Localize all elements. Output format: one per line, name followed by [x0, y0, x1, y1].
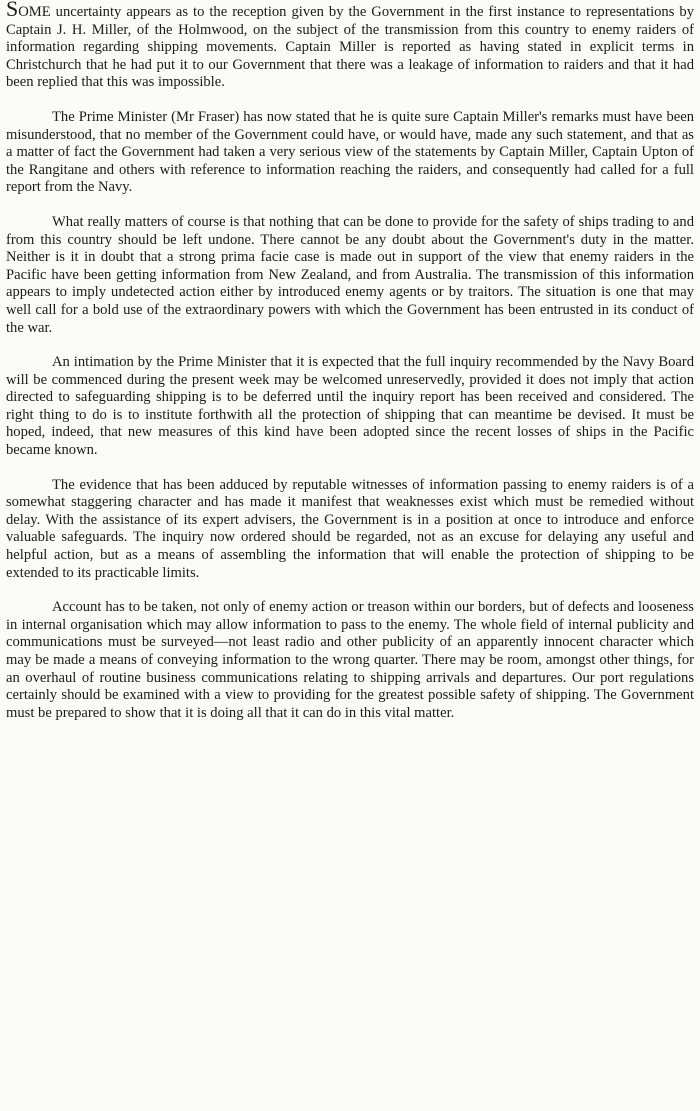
article-paragraph-4: An intimation by the Prime Minister that it is expected that the full inquiry recommended by the Navy Board will be commenced during the present week may be welcomed unreservedly, provided it does not imply that action directed to safeguarding shipping is to be deferred until the inquiry report has been received and considered. The right thing to do is to institute forthwith all the protection of shipping that can meantime be devised. It must be hoped, indeed, that new measures of this kind have been adopted since the recent losses of ships in the Pacific became known. [6, 354, 694, 459]
article-paragraph-5: The evidence that has been adduced by reputable witnesses of information passing to enemy raiders is of a somewhat staggering character and has made it manifest that weaknesses exist which must be remedied without delay. With the assistance of its expert advisers, the Government is in a position at once to introduce and enforce valuable safeguards. The inquiry now ordered should be regarded, not as an excuse for delaying any useful and helpful action, but as a means of assembling the information that will enable the protection of shipping to be extended to its practicable limits. [6, 476, 694, 581]
article-paragraph-1 [6, 2, 694, 92]
paragraph-1-text: uncertainty appears as to the reception given by the Government in the first instance to representations by Captain J. H. Miller, of the Holmwood, on the subject of the transmission from this country to enemy raiders of information regarding shipping movements. Captain Miller is reported as having stated in explicit terms in Christchurch that he had put it to our Government that there was a leakage of information to raiders and that it had been replied that this was impossible. [6, 4, 694, 91]
lead-small-caps: OME [18, 4, 51, 20]
article-paragraph-3: What really matters of course is that nothing that can be done to provide for the safety of ships trading to and from this country should be left undone. There cannot be any doubt about the Government's duty in the matter. Neither is it in doubt that a strong prima facie case is made out in support of the view that enemy raiders in the Pacific have been getting information from New Zealand, and from Australia. The transmission of this information appears to imply undetected action either by introduced enemy agents or by traitors. The situation is one that may well call for a bold use of the extraordinary powers with which the Government has been entrusted in its conduct of the war. [6, 213, 694, 336]
lead-initial: S [6, 0, 19, 21]
article-paragraph-6: Account has to be taken, not only of enemy action or treason within our borders, but of defects and looseness in internal organisation which may allow information to pass to the enemy. The whole field of internal publicity and communications must be surveyed—not least radio and other publicity of an apparently innocent character which may be made a means of conveying information to the wrong quarter. There may be room, amongst other things, for an overhaul of routine business communications relating to shipping arrivals and departures. Our port regulations certainly should be examined with a view to providing for the greatest possible safety of shipping. The Government must be prepared to show that it is doing all that it can do in this vital matter. [6, 599, 694, 721]
article-paragraph-2: The Prime Minister (Mr Fraser) has now stated that he is quite sure Captain Miller's remarks must have been misunderstood, that no member of the Government could have, or would have, made any such statement, and that as a matter of fact the Government had taken a very serious view of the statements by Captain Miller, Captain Upton of the Rangitane and others with reference to information reaching the raiders, and consequently had called for a full report from the Navy. [6, 108, 694, 196]
